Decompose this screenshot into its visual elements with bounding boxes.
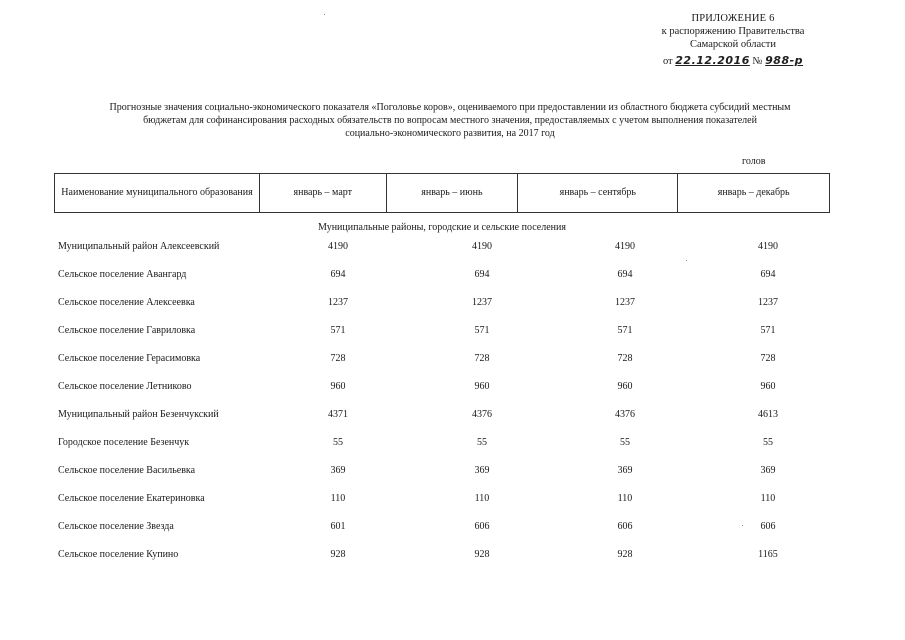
- column-header-year: январь – декабрь: [678, 174, 830, 213]
- municipality-name: Сельское поселение Звезда: [58, 521, 174, 532]
- value-cell: 1237: [758, 297, 778, 308]
- column-header-q1: январь – март: [260, 174, 387, 213]
- value-cell: 110: [617, 493, 633, 504]
- document-title: [40, 101, 860, 140]
- data-table-header: [54, 173, 830, 213]
- decree-line: к распоряжению Правительства: [661, 26, 805, 37]
- value-cell: 369: [330, 465, 346, 476]
- value-cell: 928: [330, 549, 346, 560]
- title-line-2: бюджетам для софинансирования расходных обязательств по вопросам местного значения, предоставляемых с учетом выполнения показателей: [143, 115, 757, 126]
- table-row: [58, 297, 830, 325]
- value-cell: 4190: [615, 241, 635, 252]
- table-row: [58, 325, 830, 353]
- date-number-line: [633, 54, 833, 68]
- value-cell: 571: [474, 325, 490, 336]
- value-cell: 369: [760, 465, 776, 476]
- value-cell: 369: [474, 465, 490, 476]
- table-row: [58, 241, 830, 269]
- table-body: [58, 241, 830, 577]
- municipality-name: Сельское поселение Екатериновка: [58, 493, 205, 504]
- scan-speck: [324, 14, 325, 15]
- value-cell: 110: [330, 493, 346, 504]
- value-cell: 55: [763, 437, 773, 448]
- appendix-label: ПРИЛОЖЕНИЕ 6: [691, 13, 775, 24]
- municipality-name: Муниципальный район Алексеевский: [58, 241, 220, 252]
- value-cell: 1237: [615, 297, 635, 308]
- handwritten-number: 988-р: [765, 54, 804, 67]
- value-cell: 571: [760, 325, 776, 336]
- value-cell: 4190: [472, 241, 492, 252]
- value-cell: 4376: [472, 409, 492, 420]
- municipality-name: Сельское поселение Летниково: [58, 381, 192, 392]
- value-cell: 960: [330, 381, 346, 392]
- value-cell: 694: [617, 269, 633, 280]
- date-prefix: от: [662, 56, 673, 67]
- value-cell: 369: [617, 465, 633, 476]
- value-cell: 1165: [758, 549, 778, 560]
- value-cell: 728: [330, 353, 346, 364]
- table-row: [58, 381, 830, 409]
- municipality-name: Сельское поселение Васильевка: [58, 465, 196, 476]
- region-line: Самарской области: [690, 39, 776, 50]
- value-cell: 606: [760, 521, 776, 532]
- value-cell: 571: [617, 325, 633, 336]
- value-cell: 55: [333, 437, 343, 448]
- table-row: [58, 269, 830, 297]
- table-row: [58, 353, 830, 381]
- value-cell: 4371: [328, 409, 348, 420]
- table-row: [58, 493, 830, 521]
- municipality-name: Сельское поселение Авангард: [58, 269, 187, 280]
- value-cell: 1237: [472, 297, 492, 308]
- value-cell: 110: [474, 493, 490, 504]
- section-caption: Муниципальные районы, городские и сельские поселения: [318, 222, 566, 233]
- municipality-name: Сельское поселение Герасимовка: [58, 353, 201, 364]
- title-line-1: Прогнозные значения социально-экономического показателя «Поголовье коров», оцениваемого при предоставлении из областного бюджета субсидий местным: [109, 102, 791, 113]
- value-cell: 928: [617, 549, 633, 560]
- municipality-name: Сельское поселение Алексеевка: [58, 297, 195, 308]
- value-cell: 55: [620, 437, 630, 448]
- table-row: [58, 521, 830, 549]
- value-cell: 1237: [328, 297, 348, 308]
- value-cell: 4190: [328, 241, 348, 252]
- table-row: [58, 465, 830, 493]
- value-cell: 728: [617, 353, 633, 364]
- document-header: [633, 12, 833, 68]
- municipality-name: Сельское поселение Гавриловка: [58, 325, 196, 336]
- column-header-h1: январь – июнь: [386, 174, 518, 213]
- value-cell: 694: [330, 269, 346, 280]
- table-row: [58, 409, 830, 437]
- title-line-3: социально-экономического развития, на 2017 год: [345, 128, 555, 139]
- table-row: [58, 437, 830, 465]
- value-cell: 728: [760, 353, 776, 364]
- number-prefix: №: [752, 56, 763, 67]
- value-cell: 960: [474, 381, 490, 392]
- value-cell: 4613: [758, 409, 778, 420]
- value-cell: 601: [330, 521, 346, 532]
- municipality-name: Муниципальный район Безенчукский: [58, 409, 219, 420]
- value-cell: 960: [760, 381, 776, 392]
- column-header-9m: январь – сентябрь: [518, 174, 678, 213]
- unit-label: голов: [742, 156, 766, 167]
- municipality-name: Сельское поселение Купино: [58, 549, 179, 560]
- value-cell: 4376: [615, 409, 635, 420]
- value-cell: 4190: [758, 241, 778, 252]
- value-cell: 694: [760, 269, 776, 280]
- municipality-name: Городское поселение Безенчук: [58, 437, 190, 448]
- value-cell: 606: [617, 521, 633, 532]
- value-cell: 928: [474, 549, 490, 560]
- column-header-name: Наименование муниципального образования: [55, 174, 260, 213]
- value-cell: 960: [617, 381, 633, 392]
- header-row: [55, 174, 830, 213]
- value-cell: 55: [477, 437, 487, 448]
- value-cell: 728: [474, 353, 490, 364]
- table-row: [58, 549, 830, 577]
- value-cell: 606: [474, 521, 490, 532]
- value-cell: 571: [330, 325, 346, 336]
- handwritten-date: 22.12.2016: [675, 54, 750, 67]
- value-cell: 110: [760, 493, 776, 504]
- value-cell: 694: [474, 269, 490, 280]
